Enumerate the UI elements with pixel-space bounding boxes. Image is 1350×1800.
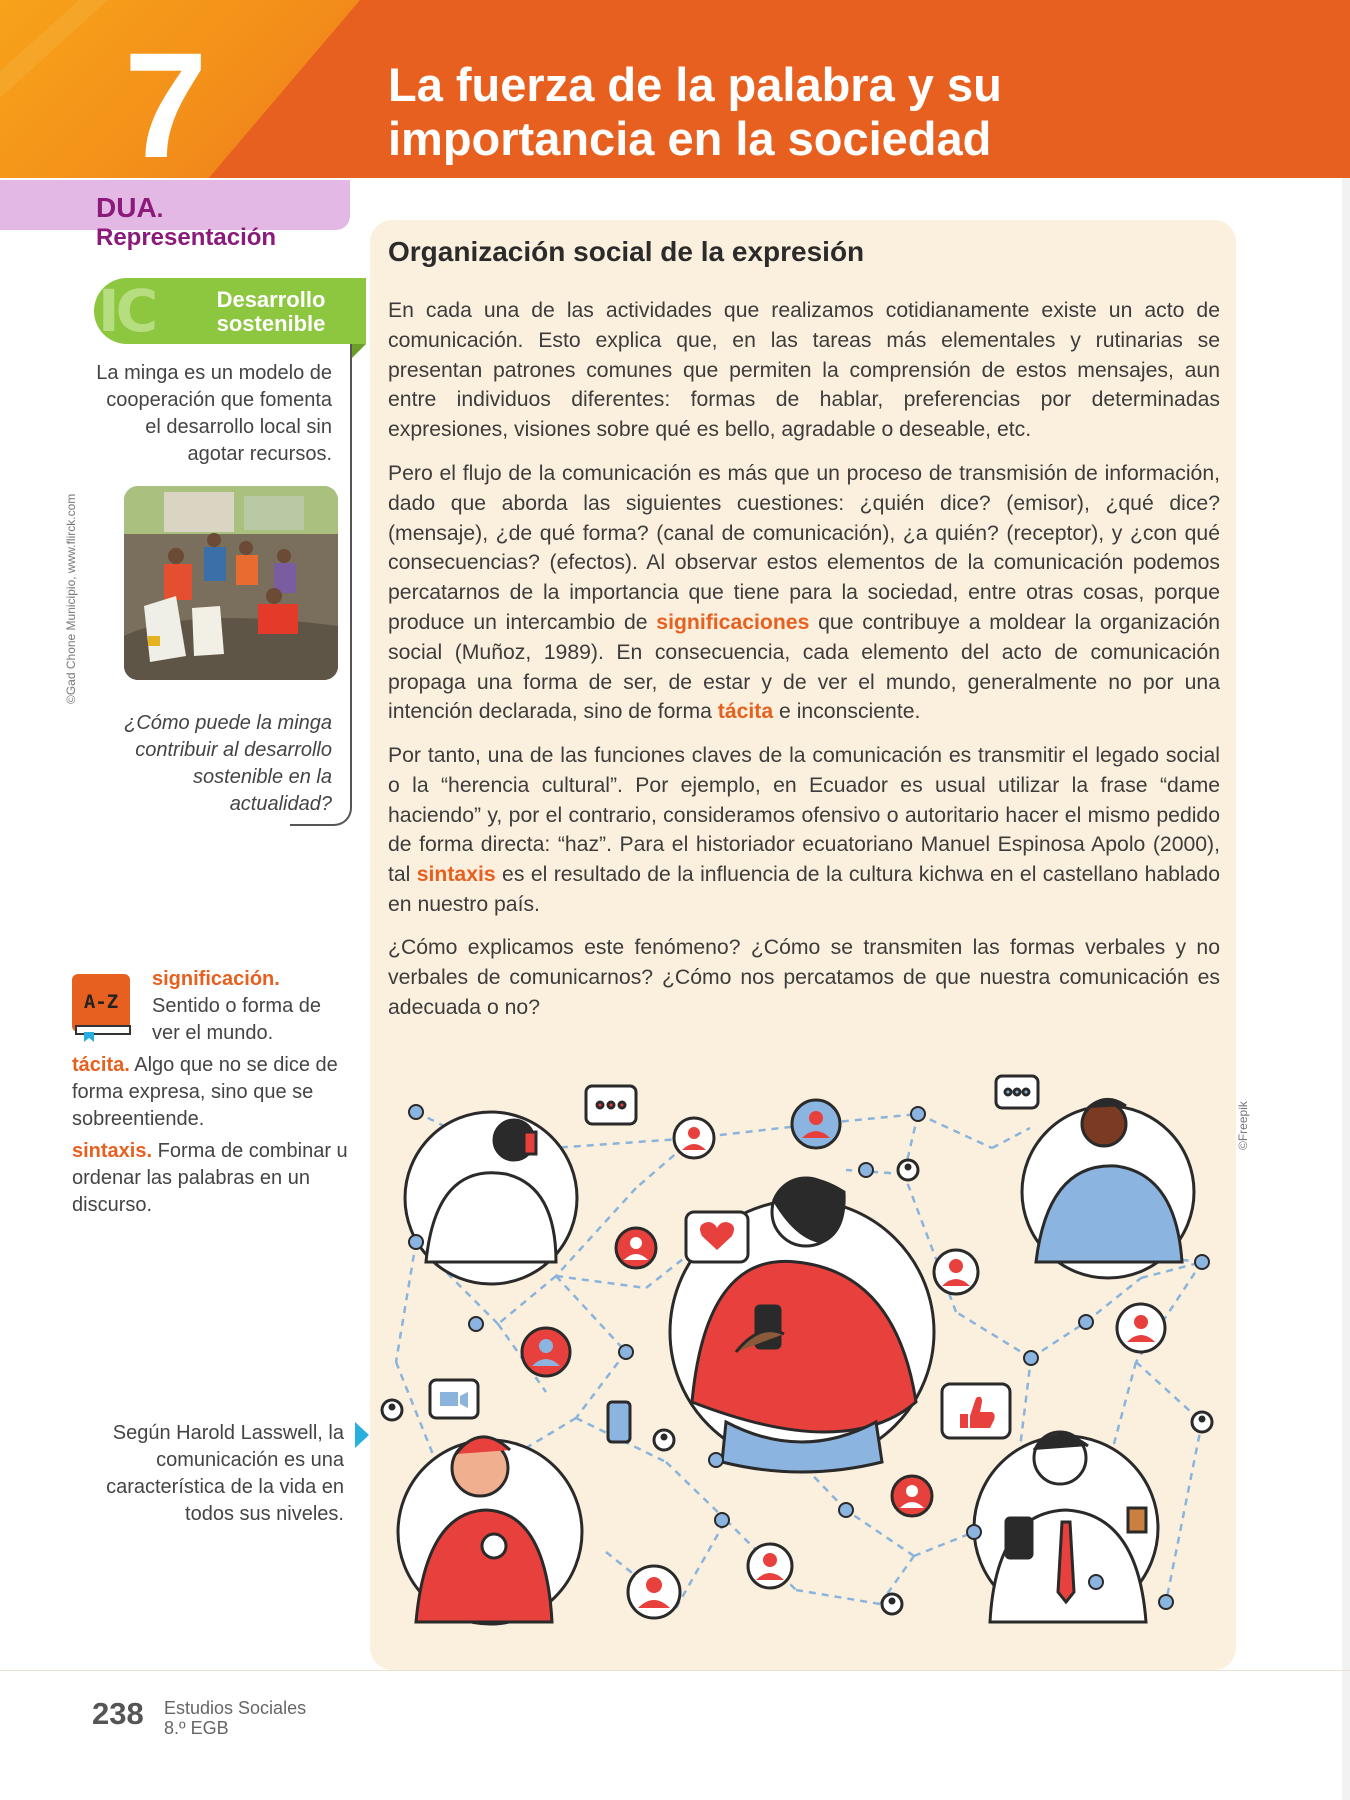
section-title: Organización social de la expresión bbox=[388, 236, 865, 267]
dua-label: DUA. Representación bbox=[96, 192, 277, 251]
chat-bubble-icon bbox=[996, 1076, 1038, 1108]
ic-logo-icon: IC bbox=[98, 277, 155, 345]
minga-photo-scene bbox=[124, 486, 338, 680]
badge-label: Desarrollo sostenible bbox=[216, 287, 326, 336]
term-tacita: tácita bbox=[717, 700, 774, 724]
paragraph-3: Por tanto, una de las funciones claves de la comunicación es transmitir el legado social o la “herencia cultural”. Por ejemplo, en Ecuador es usual utilizar la frase “dame haciendo” y, por el contrario, consideramos ofensivo o autoritario hacer el mismo pedido de forma directa: “haz”. Para el historiador ecuatoriano Manuel Espinosa Apolo (2000), tal sintaxis es el resultado de la influencia de la cultura kichwa en el castellano hablado en nuestro país. bbox=[388, 744, 1220, 916]
chapter-title-line-1: La fuerza de la palabra y su bbox=[388, 58, 1002, 111]
minga-question: ¿Cómo puede la minga contribuir al desarrollo sostenible en la actualidad? bbox=[124, 712, 332, 815]
person-phone-call-top-right bbox=[1022, 1099, 1194, 1278]
person-bottom-right-business bbox=[974, 1432, 1158, 1622]
badge-fold bbox=[352, 344, 366, 358]
desarrollo-sostenible-badge bbox=[94, 278, 366, 344]
person-phone-call-top-left bbox=[405, 1112, 577, 1284]
svg-text:A-Z: A-Z bbox=[83, 991, 119, 1013]
dictionary-icon bbox=[70, 972, 134, 1044]
minga-text: La minga es un modelo de cooperación que fomenta el desarrollo local sin agotar recursos. bbox=[96, 362, 332, 465]
page-edge bbox=[1342, 178, 1350, 1800]
pointer-arrow-icon bbox=[355, 1422, 369, 1448]
paragraph-2: Pero el flujo de la comunicación es más que un proceso de transmisión de información, dado que aborda las siguientes cuestiones: ¿quién dice? (emisor), ¿qué dice? (mensaje), ¿de qué forma? (canal de comunicación), ¿a quién? (receptor), y ¿con qué consecuencias? (efectos). Al observar estos elementos de la comunicación podemos percatarnos de la importancia que tiene para la sociedad, entre otras cosas, porque produce un intercambio de significaciones que contribuye a moldear la organización social (Muñoz, 1989). En consecuencia, cada elemento del acto de comunicación propaga una forma de ser, de estar y de ver el mundo, generalmente no por una intención declarada, sino de forma tácita e inconsciente. bbox=[388, 462, 1221, 724]
person-bottom-left-selfie bbox=[398, 1402, 630, 1624]
chapter-number: 7 bbox=[124, 21, 208, 178]
glossary-item-sintaxis: sintaxis. Forma de combinar u ordenar las palabras en un discurso. bbox=[72, 1140, 348, 1216]
term-significaciones: significaciones bbox=[656, 610, 810, 634]
chapter-title-line-2: importancia en la sociedad bbox=[388, 112, 992, 165]
illustration-credit: ©Freepik bbox=[1236, 1101, 1250, 1150]
chapter-title bbox=[388, 58, 1288, 166]
chat-bubble-icon bbox=[586, 1086, 636, 1124]
footer-divider bbox=[0, 1670, 1350, 1671]
lasswell-note: Según Harold Lasswell, la comunicación es una característica de la vida en todos sus niveles. bbox=[106, 1422, 344, 1525]
like-bubble-icon bbox=[942, 1384, 1010, 1438]
glossary-item-tacita: tácita. Algo que no se dice de forma expresa, sino que se sobreentiende. bbox=[72, 1054, 338, 1130]
page-number: 238 bbox=[92, 1696, 144, 1731]
communication-network-illustration bbox=[376, 1062, 1228, 1662]
video-call-bubble-icon bbox=[430, 1380, 478, 1418]
term-sintaxis: sintaxis bbox=[416, 863, 496, 887]
paragraph-1: En cada una de las actividades que realizamos cotidianamente existe un acto de comunicación. Esto explica que, en las tareas más elementales y rutinarias se presentan patrones comunes que permiten la comprensión de estos mensajes, aun entre individuos diferentes: formas de hablar, preferencias por determinadas expresiones, visiones sobre qué es bello, agradable o deseable, etc. bbox=[388, 299, 1220, 442]
chapter-header bbox=[0, 0, 1350, 178]
paragraph-4: ¿Cómo explicamos este fenómeno? ¿Cómo se transmiten las formas verbales y no verbales de comunicarnos? ¿Cómo nos percatamos de que nuestra comunicación es adecuada o no? bbox=[388, 936, 1220, 1019]
dua-banner bbox=[0, 180, 350, 251]
footer-subject: Estudios Sociales 8.º EGB bbox=[164, 1698, 307, 1738]
photo-credit: ©Gad Chone Municipio, www.flirck.com bbox=[64, 493, 78, 704]
glossary-item-significacion: significación. Sentido o forma de ver el mundo. bbox=[152, 968, 321, 1044]
heart-bubble-icon bbox=[686, 1212, 748, 1262]
minga-photo bbox=[124, 486, 338, 680]
